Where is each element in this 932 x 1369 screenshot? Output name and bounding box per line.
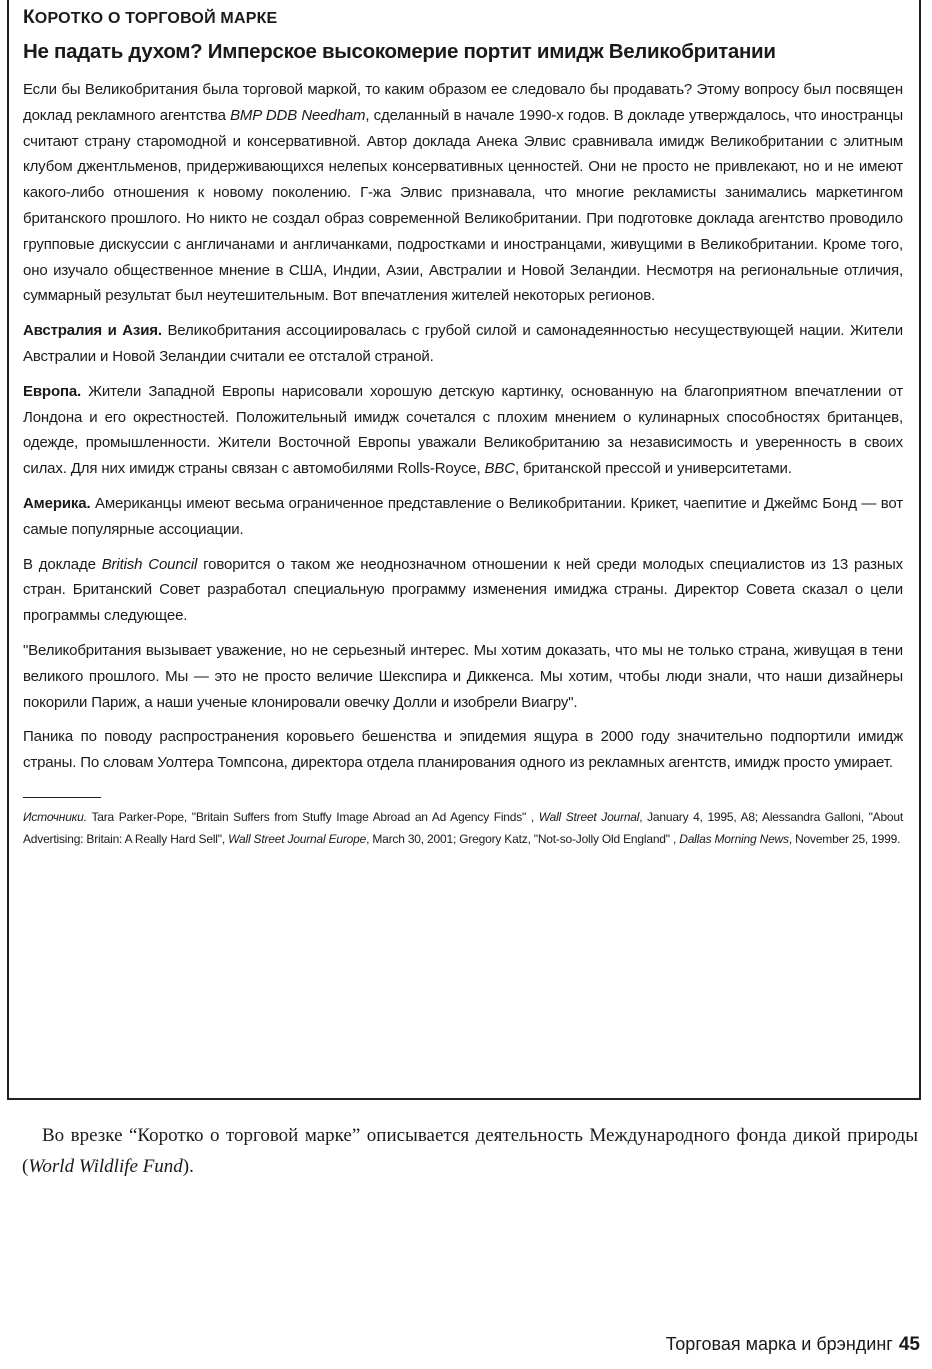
sources-divider <box>23 797 101 798</box>
america-label: Америка. <box>23 494 91 512</box>
page-footer <box>666 1334 920 1356</box>
fund-name: World Wildlife Fund <box>28 1156 183 1177</box>
page-number: 45 <box>898 1334 920 1355</box>
sidebar-kicker: КОРОТКО О ТОРГОВОЙ МАРКЕ <box>23 7 278 28</box>
sidebar-box <box>7 0 921 1100</box>
australia-paragraph: Австралия и Азия. Великобритания ассоциировалась с грубой силой и самонадеянностью несуществующей нации. Жители Австралии и Новой Зеландии считали ее отсталой страной. <box>23 322 904 365</box>
australia-label: Австралия и Азия. <box>23 322 162 340</box>
running-title: Торговая марка и брэндинг <box>665 1334 893 1354</box>
agency-name: BMP DDB Needham <box>230 106 366 124</box>
europe-label: Европа. <box>23 382 82 400</box>
intro-paragraph: Если бы Великобритания была торговой маркой, то каким образом ее следовало бы продавать? Этому вопросу был посвящен доклад рекламного агентства BMP DDB Needham, сделанный в начале 1990-х годов. В докладе утверждалось, что иностранцы считают страну старомодной и консервативной. Автор доклада Анека Элвис сравнивала имидж Великобритании с элитным клубом джентльменов, придерживающихся нелепых консервативных ценностей. Они не просто не привлекают, но и не имеют какого-либо отношения к новому поколению. Г-жа Элвис признавала, что многие рекламисты занимались маркетингом британского прошлого. Но никто не создал образ современной Великобритании. При подготовке доклада агентство проводило групповые дискуссии с англичанами и англичанками, подростками и иностранцами, живущими в Великобритании. Кроме того, оно изучало общественное мнение в США, Индии, Азии, Австралии и Новой Зеландии. Несмотря на региональные отличия, суммарный результат был неутешительным. Вот впечатления жителей некоторых регионов. <box>23 81 904 305</box>
sources-note: Источники. Tara Parker-Pope, "Britain Suffers from Stuffy Image Abroad an Ad Agency Finds" , Wall Street Journal, January 4, 1995, A8; Alessandra Galloni, "About Advertising: Britain: A Really Hard Sell", Wall Street Journal Europe, March 30, 2001; Gregory Katz, "Not-so-Jolly Old England" , Dallas Morning News, November 25, 1999. <box>23 809 904 847</box>
sidebar-headline: Не падать духом? Имперское высокомерие портит имидж Великобритании <box>23 40 776 63</box>
quote-paragraph: "Великобритания вызывает уважение, но не серьезный интерес. Мы хотим доказать, что мы не только страна, живущая в тени великого прошлого. Мы — это не просто величие Шекспира и Диккенса. Мы хотим, чтобы люди знали, что наши дизайнеры покорили Париж, а наши ученые клонировали овечку Долли и изобрели Виагру". <box>23 641 903 711</box>
panic-paragraph: Паника по поводу распространения коровьего бешенства и эпидемия ящура в 2000 году значительно подпортили имидж страны. По словам Уолтера Томпсона, директора отдела планирования одного из рекламных агентств, имидж просто умирает. <box>23 728 903 772</box>
body-paragraph: Во врезке “Коротко о торговой марке” описывается деятельность Международного фонда дикой природы (World Wildlife Fund). <box>22 1125 918 1177</box>
europe-paragraph: Европа. Жители Западной Европы нарисовали хорошую детскую картинку, основанную на благоприятном впечатлении от Лондона и его окрестностей. Положительный имидж сочетался с плохим мнением о кулинарных способностях британцев, одежде, промышленности. Жители Восточной Европы уважали Великобританию за независимость и уверенность в своих силах. Для них имидж страны связан с автомобилями Rolls-Royce, BBC, британской прессой и университетами. <box>23 382 903 478</box>
america-paragraph: Америка. Американцы имеют весьма ограниченное представление о Великобритании. Крикет, чаепитие и Джеймс Бонд — вот самые популярные ассоциации. <box>23 494 903 538</box>
council-paragraph: В докладе British Council говорится о таком же неоднозначном отношении к ней среди молодых специалистов из 13 разных стран. Британский Совет разработал специальную программу изменения имиджа страны. Директор Совета сказал о цели программы следующее. <box>23 555 904 625</box>
